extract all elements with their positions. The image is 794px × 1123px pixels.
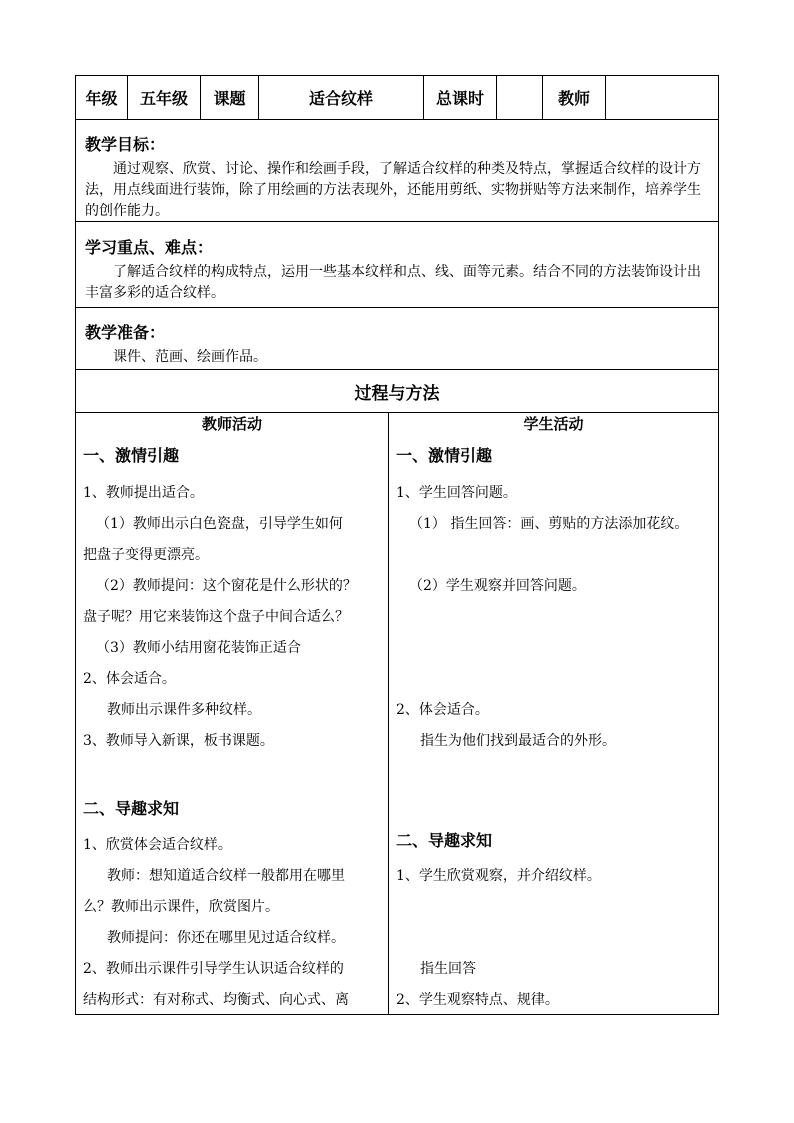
- teacher-line: 结构形式：有对称式、均衡式、向心式、离: [83, 992, 349, 1008]
- teacher-line: 盘子呢？用它来装饰这个盘子中间合适么？: [83, 609, 349, 625]
- student-line: 指生为他们找到最适合的外形。: [420, 733, 616, 749]
- teacher-line: 教师出示课件多种纹样。: [107, 702, 261, 718]
- process-title: 过程与方法: [354, 383, 440, 404]
- topic-label: 课题: [201, 76, 259, 119]
- student-line: （1） 指生回答：画、剪贴的方法添加花纹。: [409, 516, 689, 532]
- key-points-section: [76, 222, 718, 308]
- grade-value: 五年级: [128, 76, 201, 119]
- header-row: [76, 76, 718, 120]
- student-line: 二、导趣求知: [396, 831, 493, 850]
- teacher-line: 1、教师提出适合。: [83, 485, 204, 501]
- student-line: 2、学生观察特点、规律。: [396, 992, 559, 1008]
- student-activity-column: [389, 413, 718, 1013]
- teacher-value: [606, 76, 718, 119]
- student-line: 2、体会适合。: [396, 702, 489, 718]
- student-line: 1、学生欣赏观察，并介绍纹样。: [396, 868, 601, 884]
- teacher-line: 3、教师导入新课，板书课题。: [83, 733, 274, 749]
- teacher-label: 教师: [543, 76, 606, 119]
- hours-label: 总课时: [424, 76, 497, 119]
- lesson-plan-table: [75, 75, 719, 1015]
- teacher-activity-header: 教师活动: [201, 415, 262, 433]
- teacher-line: 教师提问：你还在哪里见过适合纹样。: [107, 930, 345, 946]
- teacher-line: （1）教师出示白色瓷盘，引导学生如何: [96, 516, 343, 532]
- teacher-line: （3）教师小结用窗花装饰正适合: [96, 640, 301, 656]
- teacher-activity-column: [76, 413, 388, 1013]
- objectives-title: 教学目标：: [85, 135, 166, 154]
- preparation-body: 课件、范画、绘画作品。: [113, 349, 267, 365]
- student-line: （2）学生观察并回答问题。: [409, 578, 586, 594]
- student-line: 1、学生回答问题。: [396, 485, 517, 501]
- key-points-body: 了解适合纹样的构成特点，运用一些基本纹样和点、线、面等元素。结合不同的方法装饰设计出丰富多彩的适合纹样。: [85, 264, 701, 301]
- teacher-line: 1、欣赏体会适合纹样。: [83, 837, 232, 853]
- preparation-title: 教学准备：: [85, 323, 166, 342]
- hours-value: [497, 76, 543, 119]
- teacher-line: 把盘子变得更漂亮。: [83, 547, 209, 563]
- key-points-title: 学习重点、难点：: [85, 238, 214, 257]
- grade-label: 年级: [76, 76, 128, 119]
- student-line: 一、激情引趣: [396, 446, 493, 465]
- teacher-line: 2、体会适合。: [83, 671, 176, 687]
- teacher-line: 二、导趣求知: [83, 799, 180, 818]
- teacher-line: 一、激情引趣: [83, 446, 180, 465]
- teacher-line: 2、教师出示课件引导学生认识适合纹样的: [83, 961, 344, 977]
- objectives-body: 通过观察、欣赏、讨论、操作和绘画手段，了解适合纹样的种类及特点，掌握适合纹样的设计方法，用点线面进行装饰，除了用绘画的方法表现外，还能用剪纸、实物拼贴等方法来制作，培养学生的创作能力。: [85, 161, 701, 219]
- preparation-section: [76, 308, 718, 370]
- topic-value: 适合纹样: [259, 76, 424, 119]
- student-line: 指生回答: [420, 961, 476, 977]
- objectives-section: [76, 120, 718, 222]
- student-activity-header: 学生活动: [523, 415, 584, 433]
- teacher-line: （2）教师提问：这个窗花是什么形状的？: [96, 578, 357, 594]
- teacher-line: 么？教师出示课件，欣赏图片。: [83, 899, 279, 915]
- teacher-line: 教师：想知道适合纹样一般都用在哪里: [107, 868, 345, 884]
- process-title-row: [76, 370, 718, 413]
